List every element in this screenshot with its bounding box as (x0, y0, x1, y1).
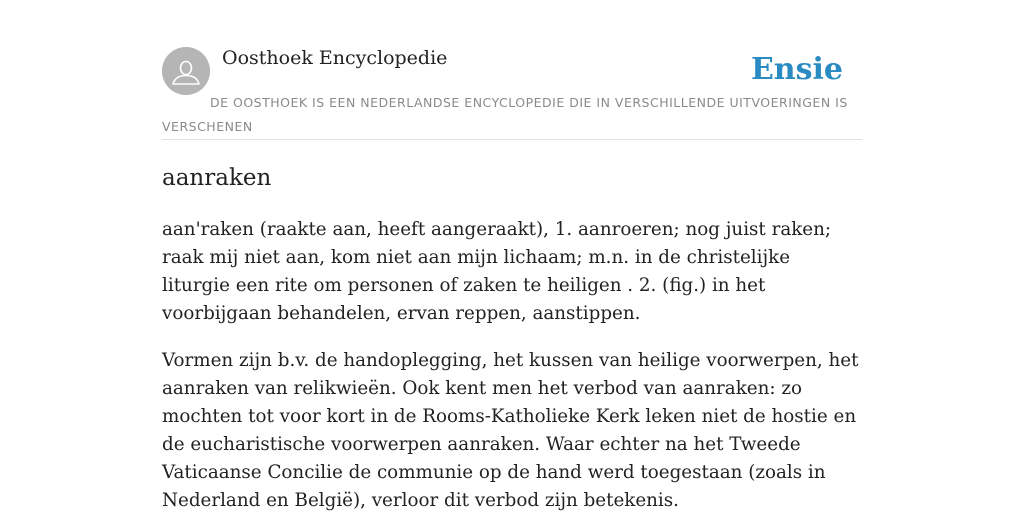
article-paragraph: aan'raken (raakte aan, heeft aangeraakt), 1. aanroeren; nog juist raken; raak mij niet aan, kom niet aan mijn lichaam; m.n. in de christelijke liturgie een rite om personen of zaken te heiligen . 2. (fig.) in het voorbijgaan behandelen, ervan reppen, aanstippen. (162, 219, 832, 324)
user-avatar-icon[interactable] (162, 47, 210, 95)
article-title: aanraken (162, 165, 272, 191)
user-silhouette-icon (162, 47, 210, 95)
brand-logo[interactable]: Ensie (750, 52, 843, 87)
header (162, 46, 862, 140)
article-body (162, 216, 862, 512)
site-title[interactable]: Oosthoek Encyclopedie (222, 47, 448, 69)
site-tagline: DE OOSTHOEK IS EEN NEDERLANDSE ENCYCLOPEDIE DIE IN VERSCHILLENDE UITVOERINGEN IS VERSCHENEN (162, 95, 848, 134)
article-paragraph: Vormen zijn b.v. de handoplegging, het kussen van heilige voorwerpen, het aanraken van relikwieën. Ook kent men het verbod van aanraken: zo mochten tot voor kort in de Rooms-Katholieke Kerk leken niet de hostie en de eucharistische voorwerpen aanraken. Waar echter na het Tweede Vaticaanse Concilie de communie op de hand werd toegestaan (zoals in Nederland en België), verloor dit verbod zijn betekenis. (162, 350, 859, 511)
